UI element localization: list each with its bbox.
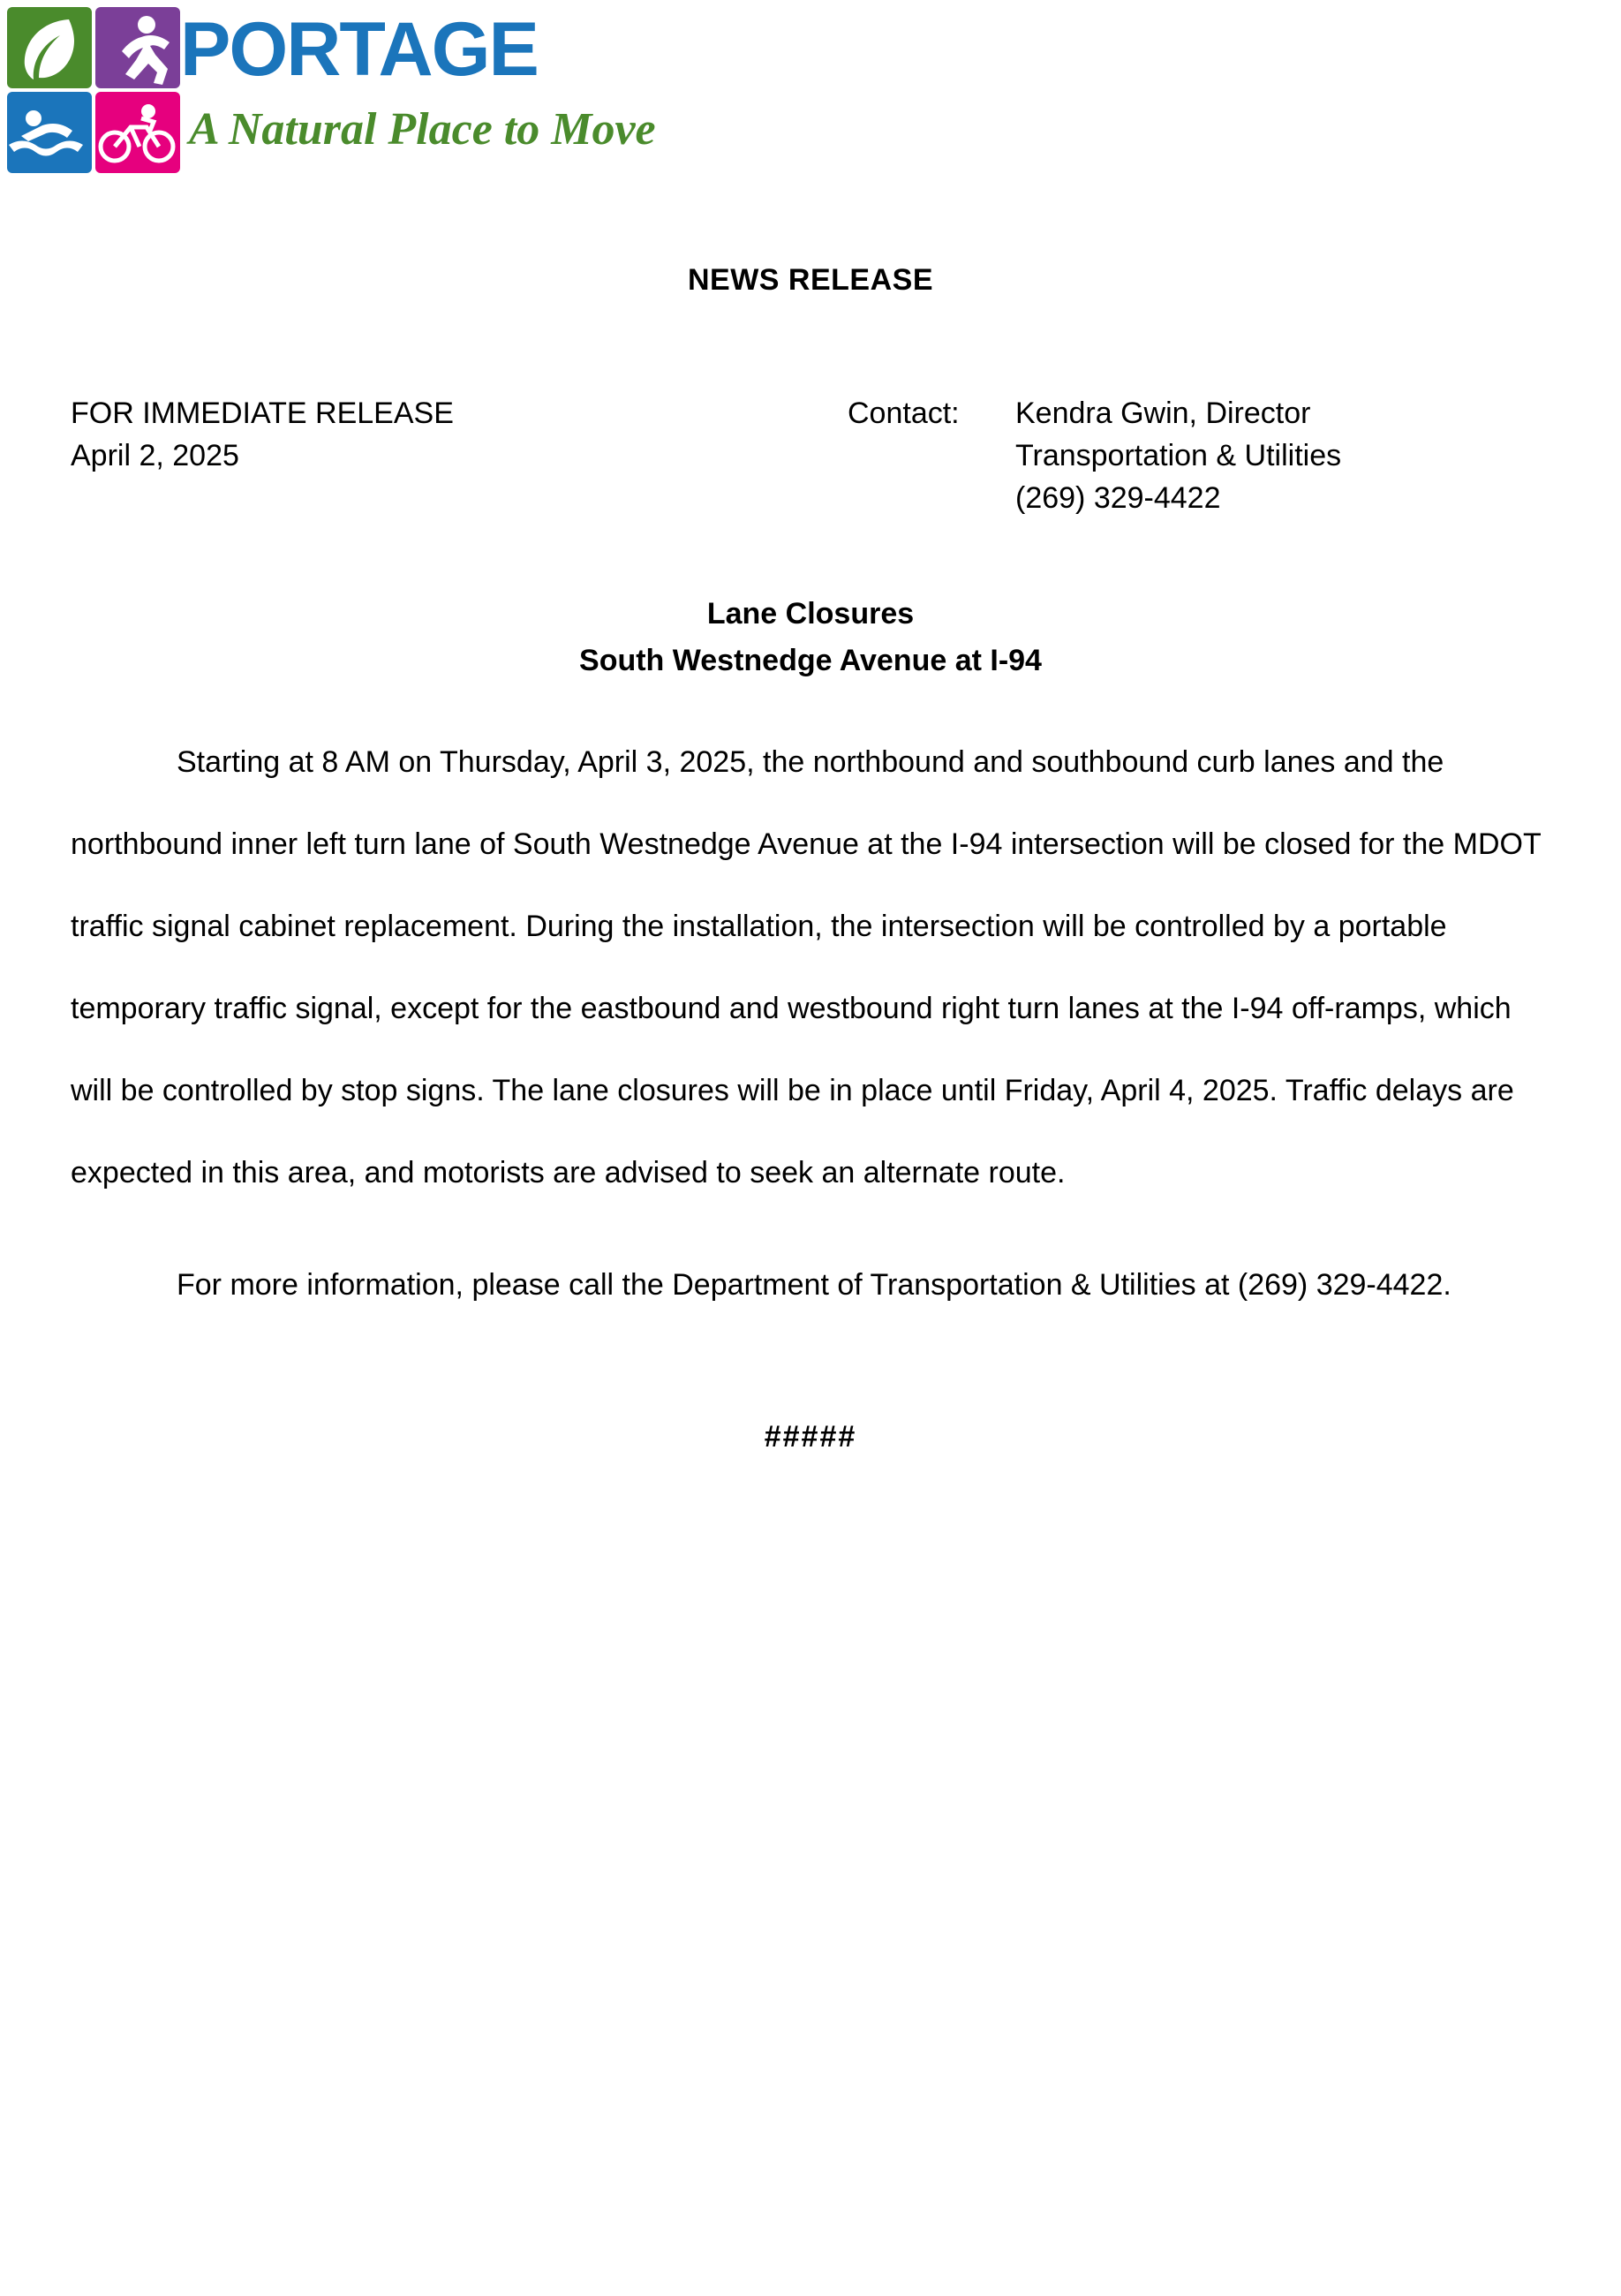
- body-paragraph-2-text: For more information, please call the Department of Transportation & Utilities at (269) 329-4422.: [177, 1268, 1451, 1302]
- body-paragraph-1: [71, 721, 1550, 1214]
- page-title: NEWS RELEASE: [687, 263, 934, 297]
- end-mark: #####: [764, 1420, 857, 1454]
- body-paragraph-1-text: Starting at 8 AM on Thursday, April 3, 2025, the northbound and southbound curb lanes and the northbound inner left turn lane of South Westnedge Avenue at the I-94 intersection will be closed for the MDOT traffic signal cabinet replacement. During the installation, the intersection will be controlled by a portable temporary traffic signal, except for the eastbound and westbound right turn lanes at the I-94 off-ramps, which will be controlled by stop signs. The lane closures will be in place until Friday, April 4, 2025. Traffic delays are expected in this area, and motorists are advised to seek an alternate route.: [71, 745, 1542, 1190]
- contact-department: Transportation & Utilities: [1015, 439, 1342, 472]
- body-paragraph-2: [71, 1244, 1550, 1326]
- contact-name: Kendra Gwin, Director: [1015, 397, 1311, 430]
- contact-phone: (269) 329-4422: [1015, 481, 1221, 515]
- subject-line-1: Lane Closures: [706, 597, 915, 631]
- logo-tagline: A Natural Place to Move: [189, 104, 656, 155]
- release-meta: [71, 392, 1550, 525]
- subject-heading: [71, 591, 1550, 684]
- news-release-body: [71, 265, 1550, 1452]
- logo-icon-tiles: [7, 7, 180, 175]
- leaf-icon: [7, 7, 92, 88]
- portage-logo: [7, 7, 660, 175]
- logo-wordmark-text: PORTAGE: [180, 7, 538, 92]
- subject-line-2: South Westnedge Avenue at I-94: [579, 644, 1042, 677]
- logo-wordmark: [180, 9, 675, 97]
- runner-icon: [95, 7, 180, 88]
- release-status: FOR IMMEDIATE RELEASE: [71, 397, 454, 430]
- release-date: April 2, 2025: [71, 439, 239, 472]
- release-info: [71, 392, 454, 477]
- cyclist-icon: [95, 92, 180, 173]
- contact-name-row: [848, 392, 1341, 434]
- contact-info: [848, 392, 1341, 519]
- contact-label: Contact:: [848, 397, 960, 430]
- swimmer-icon: [7, 92, 92, 173]
